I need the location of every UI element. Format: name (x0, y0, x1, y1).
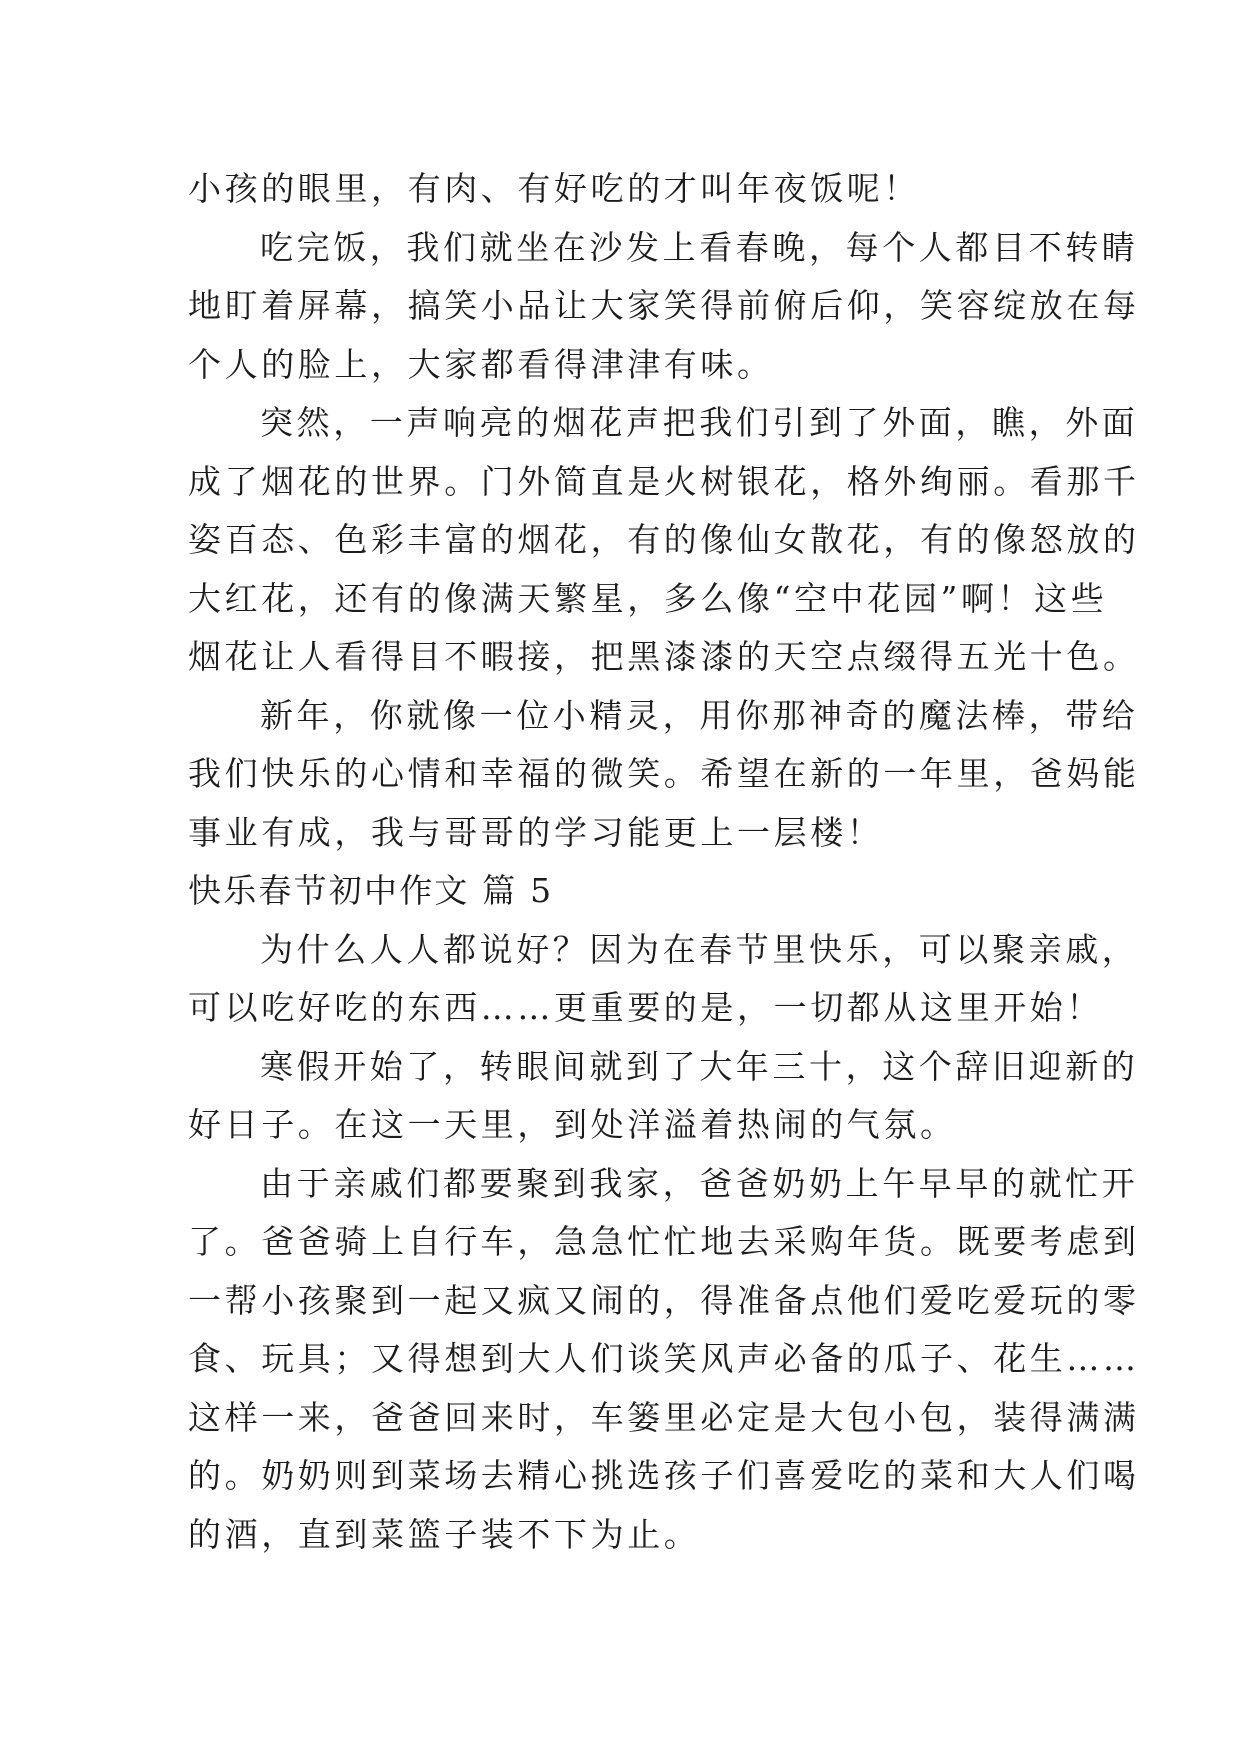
text-line: 新年，你就像一位小精灵，用你那神奇的魔法棒，带给 (260, 695, 1139, 735)
text-line: 个人的脸上，大家都看得津津有味。 (188, 344, 774, 384)
essay-heading: 快乐春节初中作文 篇 5 (188, 871, 554, 910)
text-line: 由于亲戚们都要聚到我家，爸爸奶奶上午早早的就忙开 (260, 1163, 1139, 1203)
text-line: 寒假开始了，转眼间就到了大年三十，这个辞旧迎新的 (260, 1046, 1139, 1086)
text-line: 地盯着屏幕，搞笑小品让大家笑得前俯后仰，笑容绽放在每 (188, 286, 1140, 325)
text-line: 事业有成，我与哥哥的学习能更上一层楼！ (188, 812, 884, 852)
text-line: 一帮小孩聚到一起又疯又闹的，得准备点他们爱吃爱玩的零 (188, 1280, 1140, 1320)
text-line: 突然，一声响亮的烟花声把我们引到了外面，瞧，外面 (260, 403, 1139, 442)
text-line: 大红花，还有的像满天繁星，多么像“空中花园”啊！这些 (188, 578, 1108, 618)
text-line: 的酒，直到菜篮子装不下为止。 (188, 1514, 701, 1554)
text-line: 这样一来，爸爸回来时，车篓里必定是大包小包，装得满满 (188, 1397, 1140, 1437)
text-line: 吃完饭，我们就坐在沙发上看春晚，每个人都目不转睛 (260, 227, 1139, 267)
text-line: 了。爸爸骑上自行车，急急忙忙地去采购年货。既要考虑到 (188, 1222, 1140, 1261)
text-line: 烟花让人看得目不暇接，把黑漆漆的天空点缀得五光十色。 (188, 637, 1140, 676)
text-line: 姿百态、色彩丰富的烟花，有的像仙女散花，有的像怒放的 (188, 520, 1140, 559)
essay-5-body (188, 921, 1140, 1565)
text-line: 食、玩具；又得想到大人们谈笑风声必备的瓜子、花生…… (188, 1339, 1140, 1378)
essay-4-ending (188, 160, 1140, 862)
text-line: 可以吃好吃的东西……更重要的是，一切都从这里开始！ (188, 988, 1103, 1027)
text-line: 的。奶奶则到菜场去精心挑选孩子们喜爱吃的菜和大人们喝 (188, 1456, 1140, 1495)
text-line: 小孩的眼里，有肉、有好吃的才叫年夜饭呢！ (188, 169, 920, 208)
text-line: 成了烟花的世界。门外简直是火树银花，格外绚丽。看那千 (188, 461, 1140, 501)
text-line: 我们快乐的心情和幸福的微笑。希望在新的一年里，爸妈能 (188, 754, 1140, 793)
document-page (188, 160, 1140, 1564)
text-line: 好日子。在这一天里，到处洋溢着热闹的气氛。 (188, 1105, 957, 1144)
text-line: 为什么人人都说好？因为在春节里快乐，可以聚亲戚， (260, 929, 1139, 969)
